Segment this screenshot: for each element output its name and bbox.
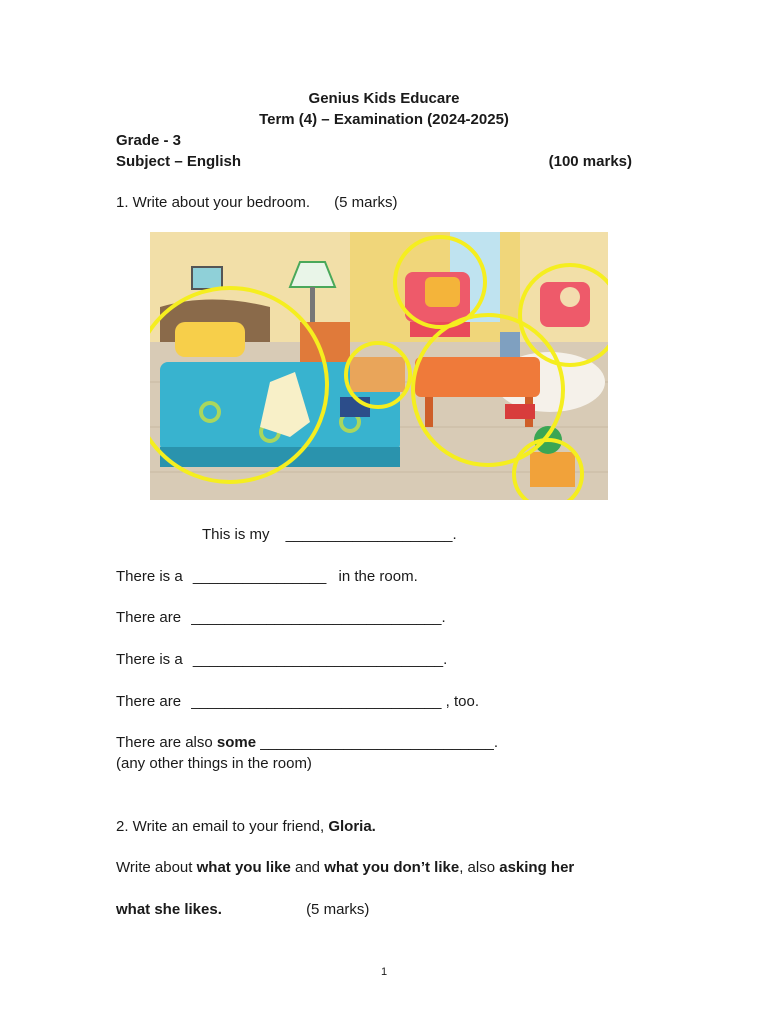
fill-line-5-blank[interactable]: ______________________________ <box>191 693 442 710</box>
bedroom-illustration <box>150 232 608 500</box>
subject-label: Subject – English <box>116 153 242 170</box>
fill-line-3 <box>116 609 446 626</box>
fill-line-4-after: . <box>443 651 448 668</box>
fill-line-6 <box>116 734 498 751</box>
fill-line-3-text: There are <box>116 609 182 626</box>
question-2-marks: (5 marks) <box>306 901 370 918</box>
question-2-instruction-cont <box>116 901 369 918</box>
question-1-title <box>116 194 398 211</box>
fill-line-6-text: There are also <box>116 734 213 751</box>
fill-line-3-after: . <box>441 609 446 626</box>
instr-part-2: what you like <box>196 859 291 876</box>
fill-line-4-blank[interactable]: ______________________________ <box>192 651 444 668</box>
fill-line-6-bold: some <box>216 734 257 751</box>
fill-line-5-after: , too. <box>445 693 480 710</box>
fill-line-2-text: There is a <box>116 568 183 585</box>
instr-part-1: Write about <box>116 859 193 876</box>
instr-part-5: , also <box>459 859 496 876</box>
instr-part-7: what she likes. <box>116 901 222 918</box>
fill-line-2-after: in the room. <box>338 568 418 585</box>
fill-line-1 <box>202 526 457 543</box>
question-1-marks: (5 marks) <box>334 194 398 211</box>
fill-line-1-blank[interactable]: ____________________ <box>285 526 453 543</box>
school-name: Genius Kids Educare <box>308 90 460 107</box>
fill-line-6-after: . <box>493 734 499 751</box>
question-1-text: 1. Write about your bedroom. <box>116 194 310 211</box>
instr-part-3: and <box>294 859 321 876</box>
grade-label: Grade - 3 <box>116 132 182 149</box>
fill-line-2 <box>116 568 418 585</box>
fill-note: (any other things in the room) <box>116 755 312 772</box>
fill-line-5-text: There are <box>116 693 182 710</box>
fill-line-5 <box>116 693 479 710</box>
fill-line-6-blank[interactable]: ____________________________ <box>260 734 494 751</box>
fill-line-3-blank[interactable]: ______________________________ <box>191 609 442 626</box>
instr-part-6: asking her <box>499 859 575 876</box>
total-marks: (100 marks) <box>548 153 632 170</box>
fill-line-1-text: This is my <box>202 526 270 543</box>
exam-title: Term (4) – Examination (2024-2025) <box>259 111 509 128</box>
question-2-instruction <box>116 859 574 876</box>
fill-line-2-blank[interactable]: ________________ <box>192 568 327 585</box>
friend-name: Gloria. <box>328 818 376 835</box>
fill-line-4 <box>116 651 447 668</box>
page-number: 1 <box>380 966 388 978</box>
instr-part-4: what you don’t like <box>324 859 460 876</box>
fill-line-4-text: There is a <box>116 651 183 668</box>
question-2-title <box>116 818 376 835</box>
fill-line-1-after: . <box>452 526 457 543</box>
question-2-text: 2. Write an email to your friend, <box>116 818 325 835</box>
